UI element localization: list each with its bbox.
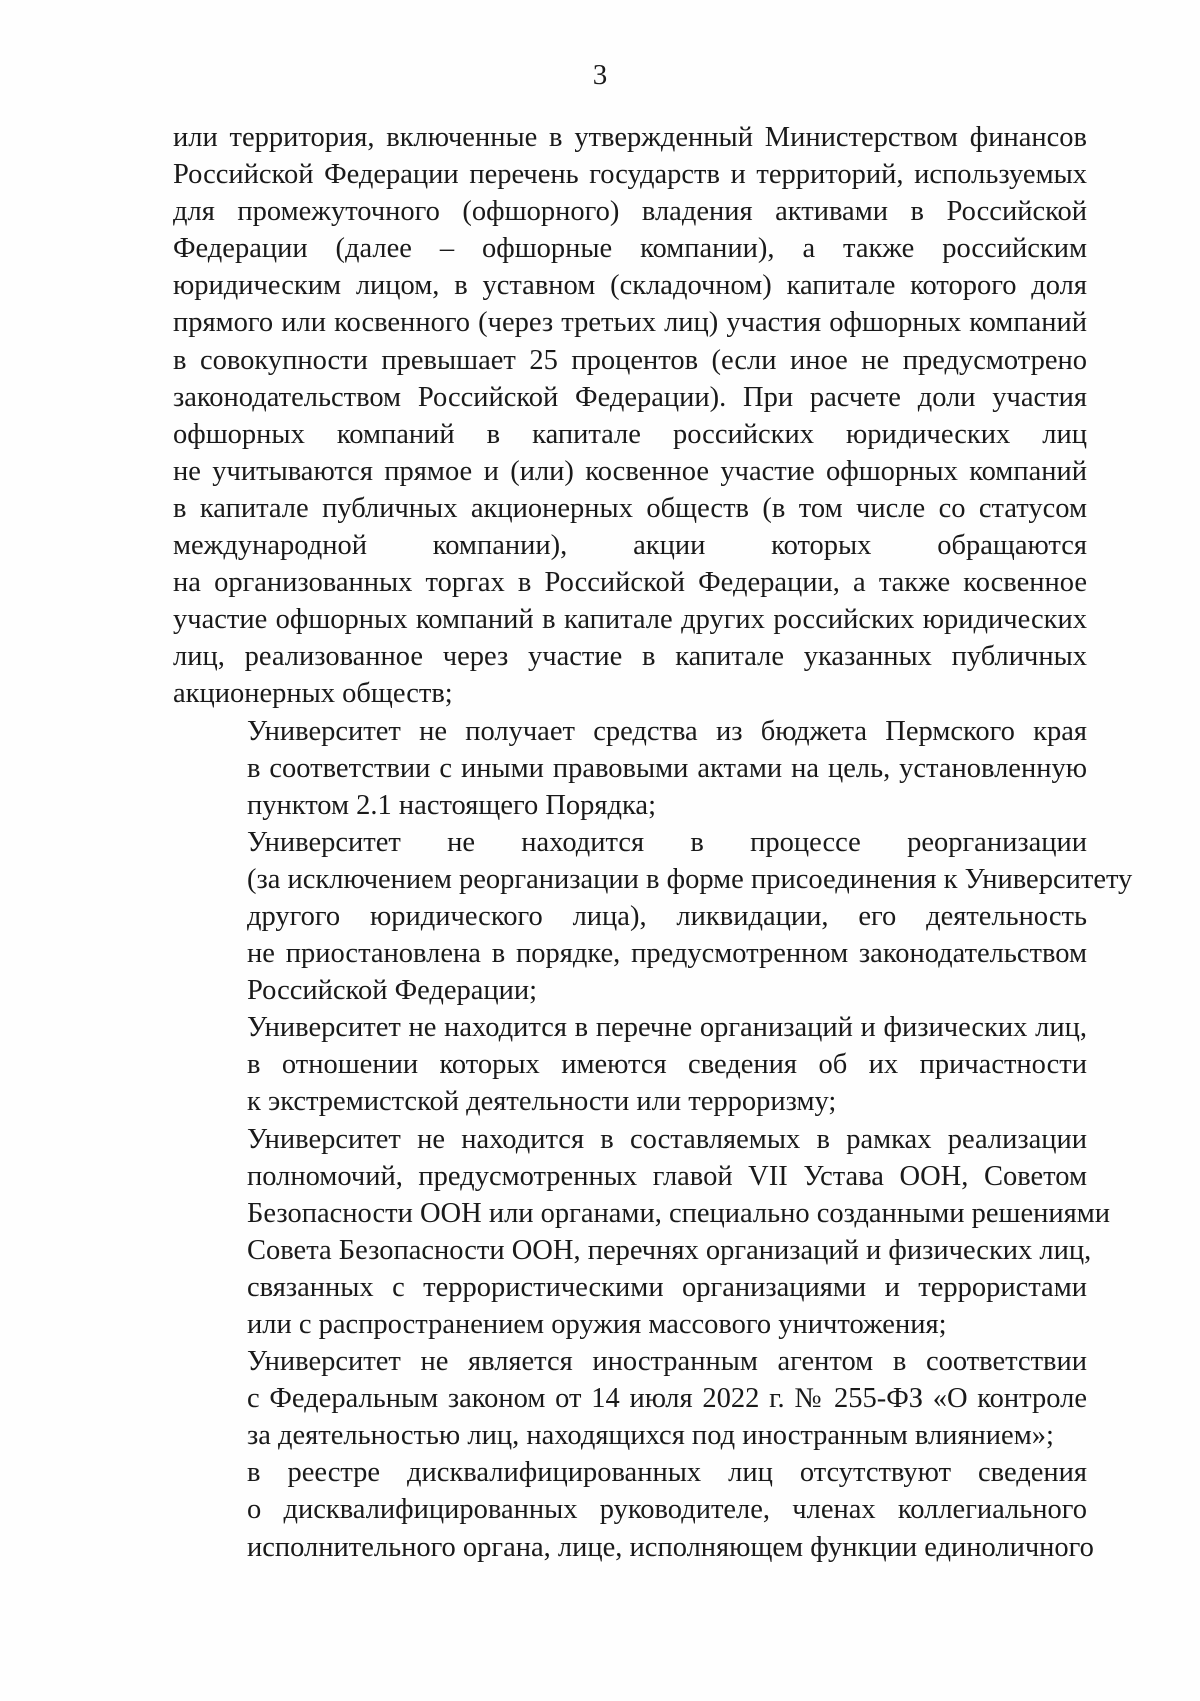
text-line: другого юридического лица), ликвидации, его деятельность xyxy=(247,900,1087,932)
paragraph xyxy=(173,1009,1087,1120)
text-line: в отношении которых имеются сведения об их причастности xyxy=(247,1049,1087,1081)
text-line: на организованных торгах в Российской Федерации, а также косвенное xyxy=(173,567,1087,599)
text-line: связанных с террористическими организациями и террористами xyxy=(247,1271,1087,1303)
text-line: Университет не находится в составляемых в рамках реализации xyxy=(247,1123,1087,1155)
text-line: лиц, реализованное через участие в капитале указанных публичных xyxy=(173,641,1087,673)
text-line: Безопасности ООН или органами, специально созданными решениями xyxy=(247,1197,1111,1229)
text-line: международной компании), акции которых обращаются xyxy=(173,530,1087,562)
text-line: о дисквалифицированных руководителе, членах коллегиального xyxy=(247,1494,1087,1526)
paragraph xyxy=(173,1121,1111,1344)
document-body xyxy=(173,119,1133,1566)
text-line: не учитываются прямое и (или) косвенное участие офшорных компаний xyxy=(173,455,1087,487)
text-line: Университет не получает средства из бюджета Пермского края xyxy=(247,715,1087,747)
text-line: к экстремистской деятельности или терроризму; xyxy=(247,1086,837,1118)
text-line: или территория, включенные в утвержденный Министерством финансов xyxy=(173,122,1087,153)
text-line: акционерных обществ; xyxy=(173,678,453,710)
text-line: Университет не находится в процессе реорганизации xyxy=(247,826,1087,858)
text-line: Университет не является иностранным агентом в соответствии xyxy=(247,1346,1087,1378)
text-line: (за исключением реорганизации в форме присоединения к Университету xyxy=(247,863,1133,895)
paragraph xyxy=(173,824,1133,1009)
text-line: полномочий, предусмотренных главой VII Устава ООН, Советом xyxy=(247,1160,1087,1192)
text-line: юридическим лицом, в уставном (складочном) капитале которого доля xyxy=(173,270,1087,302)
text-line: Российской Федерации; xyxy=(247,975,538,1007)
text-line: за деятельностью лиц, находящихся под иностранным влиянием»; xyxy=(247,1420,1054,1452)
text-line: участие офшорных компаний в капитале других российских юридических xyxy=(173,604,1087,636)
page-number: 3 xyxy=(592,59,608,91)
text-line: исполнительного органа, лице, исполняющем функции единоличного xyxy=(247,1531,1094,1563)
paragraph xyxy=(173,1454,1094,1565)
text-line: с Федеральным законом от 14 июля 2022 г. № 255-ФЗ «О контроле xyxy=(247,1383,1087,1415)
text-line: в соответствии с иными правовыми актами на цель, установленную xyxy=(247,752,1087,784)
text-line: или с распространением оружия массового уничтожения; xyxy=(247,1309,947,1340)
text-line: Совета Безопасности ООН, перечнях организаций и физических лиц, xyxy=(247,1234,1092,1266)
text-line: в реестре дисквалифицированных лиц отсутствуют сведения xyxy=(247,1457,1087,1489)
text-line: пунктом 2.1 настоящего Порядка; xyxy=(247,789,656,821)
text-line: в капитале публичных акционерных обществ (в том числе со статусом xyxy=(173,492,1087,524)
paragraph xyxy=(173,1343,1087,1454)
text-line: для промежуточного (офшорного) владения активами в Российской xyxy=(173,196,1087,228)
text-line: не приостановлена в порядке, предусмотренном законодательством xyxy=(247,938,1087,970)
text-line: Российской Федерации перечень государств и территорий, используемых xyxy=(173,159,1087,191)
text-line: законодательством Российской Федерации). При расчете доли участия xyxy=(173,381,1087,413)
paragraph xyxy=(173,119,1087,713)
text-line: в совокупности превышает 25 процентов (если иное не предусмотрено xyxy=(173,344,1087,376)
text-line: Федерации (далее – офшорные компании), а также российским xyxy=(173,233,1087,265)
text-line: офшорных компаний в капитале российских юридических лиц xyxy=(173,418,1087,450)
text-line: Университет не находится в перечне организаций и физических лиц, xyxy=(247,1012,1087,1044)
paragraph xyxy=(173,713,1087,824)
text-line: прямого или косвенного (через третьих лиц) участия офшорных компаний xyxy=(173,307,1087,339)
